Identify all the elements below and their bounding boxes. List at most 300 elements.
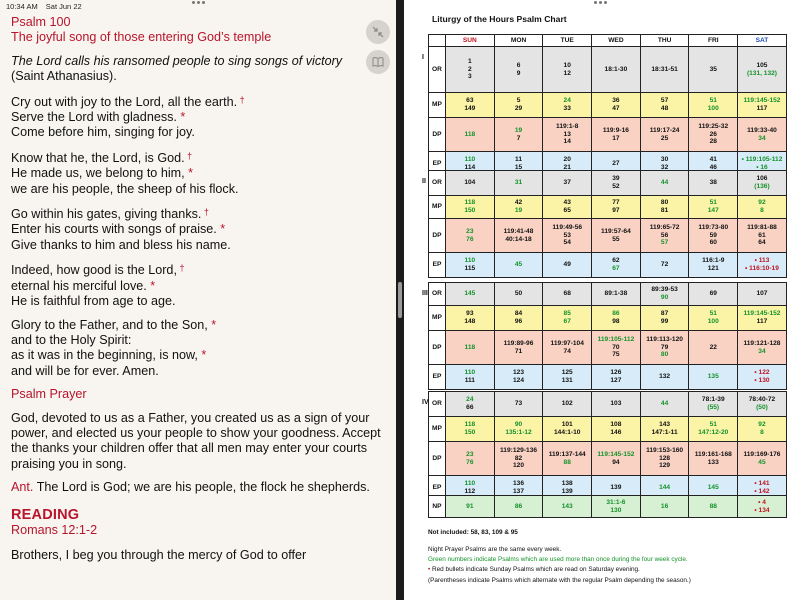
verse-text: Know that he, the Lord, is God. <box>11 150 185 165</box>
psalm-cell <box>494 331 543 365</box>
psalm-cell <box>592 253 641 278</box>
psalm-ref: • 119:105-112 <box>741 156 783 164</box>
psalm-ref: 96 <box>514 318 523 325</box>
psalm-cell <box>543 392 592 417</box>
psalm-ref: 76 <box>466 235 474 243</box>
psalm-cell <box>494 118 543 152</box>
psalm-ref: 19 <box>514 126 523 134</box>
verse-line <box>11 279 391 294</box>
stanza <box>11 149 391 197</box>
psalm-ref: 93 <box>466 310 474 318</box>
psalm-cell <box>494 253 543 278</box>
psalm-ref: 80 <box>660 199 669 207</box>
psalm-ref: 56 <box>660 231 669 239</box>
psalm-ref: 21 <box>563 164 571 171</box>
verse-line <box>11 182 391 197</box>
psalm-cell <box>640 496 689 518</box>
psalm-ref: 147 <box>707 207 719 214</box>
hour-label: EP <box>429 476 446 501</box>
psalm-ref: 15 <box>514 164 523 171</box>
psalm-ref: 119:25-32 <box>698 122 729 130</box>
psalm-ref: 118 <box>464 130 476 138</box>
verse-text: eternal his merciful love. <box>11 278 147 293</box>
night-prayer-table <box>428 495 787 518</box>
psalm-ref: (55) <box>707 404 720 411</box>
psalm-cell <box>543 331 592 365</box>
psalm-ref: 79 <box>660 343 669 351</box>
psalm-ref: 121 <box>707 265 719 272</box>
stanza <box>11 205 391 253</box>
psalm-ref: 119:81-88 <box>747 223 777 231</box>
hour-label: MP <box>429 417 446 442</box>
antiphon-label: Ant. <box>11 480 34 495</box>
hour-label: EP <box>429 152 446 177</box>
day-header: SUN <box>446 35 495 47</box>
stanza <box>11 261 391 309</box>
psalm-ref: • 141 <box>754 480 770 488</box>
psalm-cell <box>640 47 689 93</box>
verse-line <box>11 149 391 166</box>
psalm-ref: 51 <box>709 97 717 105</box>
psalm-ref: 100 <box>707 318 719 325</box>
psalm-cell <box>543 171 592 196</box>
legend-notes <box>428 545 691 586</box>
psalm-ref: 88 <box>709 502 717 510</box>
psalm-ref: • 4 <box>758 498 766 506</box>
psalm-ref: 117 <box>756 105 768 112</box>
day-header: FRI <box>689 35 738 47</box>
psalm-ref: 80 <box>660 351 669 359</box>
psalm-ref: 110 <box>464 369 476 377</box>
psalm-ref: 44 <box>660 400 669 408</box>
hour-row-dp <box>429 118 787 152</box>
psalm-title: Psalm 100 <box>11 15 71 29</box>
stanza <box>11 318 391 380</box>
hour-row-mp <box>429 196 787 219</box>
psalm-ref: 48 <box>660 105 669 112</box>
psalm-ref: 53 <box>563 231 571 239</box>
verse-line <box>11 261 391 278</box>
psalm-ref: 40:14-18 <box>505 235 532 243</box>
psalm-ref: 2 <box>468 65 472 73</box>
legend-note: (Parentheses indicate Psalms which alternate with the regular Psalm depending the season.) <box>428 576 691 584</box>
psalm-ref: 45 <box>758 458 766 466</box>
psalm-cell <box>446 118 495 152</box>
psalm-ref: 94 <box>612 458 620 466</box>
psalm-ref: 130 <box>610 506 622 514</box>
multitask-dots-right[interactable] <box>590 1 610 7</box>
psalm-ref: 98 <box>612 318 620 325</box>
hour-row-or <box>429 283 787 306</box>
psalm-ref: 24 <box>563 97 571 105</box>
psalm-stanzas <box>11 93 391 380</box>
hour-row-mp <box>429 417 787 442</box>
psalm-ref: 71 <box>514 347 523 355</box>
psalm-ref: 61 <box>758 231 766 239</box>
psalm-cell <box>689 306 738 331</box>
week-label: II <box>422 178 426 185</box>
right-pane <box>404 0 800 600</box>
psalm-ref: 119:153-160 <box>646 446 684 454</box>
psalm-cell <box>543 47 592 93</box>
psalm-ref: 116:1-9 <box>702 257 725 265</box>
reading-reference: Romans 12:1-2 <box>11 522 98 537</box>
psalm-ref: 49 <box>563 261 571 269</box>
psalm-cell <box>640 365 689 390</box>
psalm-cell <box>543 118 592 152</box>
verse-mark: * <box>197 348 207 363</box>
psalm-ref: 78:40-72 <box>748 396 776 404</box>
psalm-cell <box>640 392 689 417</box>
psalm-ref: 119:145-152 <box>743 310 781 318</box>
verse-text: Glory to the Father, and to the Son, <box>11 317 208 332</box>
hour-row-or <box>429 47 787 93</box>
psalm-ref: 31:1-6 <box>606 498 626 506</box>
psalm-cell <box>738 47 787 93</box>
psalm-ref: 22 <box>709 343 717 351</box>
psalm-ref: 119:145-152 <box>597 450 635 458</box>
psalm-cell <box>738 118 787 152</box>
psalm-ref: 125 <box>561 369 573 377</box>
psalm-cell <box>592 93 641 118</box>
psalm-cell <box>543 417 592 442</box>
psalm-ref: 86 <box>514 502 523 510</box>
hour-row-ep <box>429 365 787 390</box>
verse-line <box>11 238 391 253</box>
psalm-cell <box>543 283 592 306</box>
split-view-handle[interactable] <box>398 282 402 318</box>
verse-text: He made us, we belong to him, <box>11 166 185 181</box>
psalm-cell <box>592 392 641 417</box>
psalm-ref: 67 <box>563 318 571 325</box>
psalm-ref: 92 <box>758 421 766 429</box>
psalm-ref: 112 <box>464 488 476 495</box>
psalm-ref: 147:12-20 <box>698 429 729 436</box>
psalm-ref: 38 <box>709 179 717 187</box>
psalm-ref: 81 <box>660 207 669 214</box>
psalm-ref: 137 <box>513 488 525 495</box>
psalm-cell <box>446 496 495 518</box>
psalm-ref: 12 <box>563 69 571 77</box>
verse-mark: * <box>176 110 186 125</box>
psalm-cell <box>738 496 787 518</box>
psalm-ref: 47 <box>612 105 620 112</box>
psalm-ref: • 16 <box>756 164 768 171</box>
psalm-ref: 69 <box>709 290 717 298</box>
psalm-cell <box>640 171 689 196</box>
psalm-cell <box>689 219 738 253</box>
psalm-ref: 106 <box>756 175 768 183</box>
verse-mark: * <box>146 278 156 293</box>
psalm-ref: 119:17-24 <box>649 126 680 134</box>
psalm-cell <box>543 219 592 253</box>
psalm-ref: 104 <box>464 179 476 187</box>
psalm-ref: 51 <box>709 199 717 207</box>
psalm-ref: 26 <box>709 130 717 138</box>
psalm-ref: 135:1-12 <box>505 429 532 436</box>
verse-mark: † <box>201 207 209 218</box>
psalm-ref: 102 <box>561 400 573 408</box>
psalm-cell <box>689 171 738 196</box>
psalm-ref: 119:161-168 <box>694 450 732 458</box>
psalm-ref: 66 <box>466 404 474 411</box>
psalm-ref: 126 <box>610 369 622 377</box>
hour-label: DP <box>429 442 446 476</box>
psalm-cell <box>446 196 495 219</box>
psalm-ref: 150 <box>464 429 476 436</box>
psalm-ref: 119:9-16 <box>602 126 629 134</box>
psalm-ref: 34 <box>758 347 766 355</box>
psalm-cell <box>640 93 689 118</box>
psalm-cell <box>592 442 641 476</box>
psalm-cell <box>494 196 543 219</box>
hour-label: OR <box>429 283 446 306</box>
psalm-ref: 118 <box>464 343 476 351</box>
psalm-ref: 50 <box>514 290 523 298</box>
psalm-cell <box>738 417 787 442</box>
psalm-ref: 20 <box>563 156 571 164</box>
psalm-cell <box>689 118 738 152</box>
psalm-ref: (131, 132) <box>746 69 777 77</box>
psalm-ref: 43 <box>563 199 571 207</box>
psalm-ref: 111 <box>464 377 475 384</box>
day-header: TUE <box>543 35 592 47</box>
psalm-ref: 132 <box>659 373 671 381</box>
psalm-ref: 100 <box>707 105 719 112</box>
not-included-note: Not included: 58, 83, 109 & 95 <box>428 529 518 536</box>
verse-line <box>11 93 391 110</box>
psalm-ref: 110 <box>464 257 476 265</box>
psalm-cell <box>592 331 641 365</box>
day-header: SAT <box>738 35 787 47</box>
psalm-ref: 1 <box>468 57 472 65</box>
week-table <box>428 170 787 278</box>
psalm-ref: 78:1-39 <box>701 396 725 404</box>
psalm-ref: 119:113-120 <box>646 335 683 343</box>
hour-label: MP <box>429 196 446 219</box>
psalm-ref: 44 <box>660 179 669 187</box>
verse-text: we are his people, the sheep of his flock. <box>11 181 239 196</box>
psalm-ref: 51 <box>709 310 717 318</box>
psalm-ref: 128 <box>659 454 671 462</box>
prayer-heading: Psalm Prayer <box>11 387 87 402</box>
verse-mark: * <box>207 317 217 332</box>
psalm-ref: 52 <box>612 183 620 190</box>
hour-row-dp <box>429 331 787 365</box>
psalm-ref: 119:105-112 <box>597 335 635 343</box>
psalm-ref: • 130 <box>754 377 770 384</box>
psalm-cell <box>494 219 543 253</box>
psalm-ref: 63 <box>466 97 474 105</box>
psalm-ref: 139 <box>561 488 573 495</box>
psalm-ref: 67 <box>612 265 620 272</box>
psalm-cell <box>640 196 689 219</box>
verse-line <box>11 222 391 237</box>
psalm-ref: 148 <box>464 318 476 325</box>
psalm-ref: 37 <box>563 179 571 187</box>
psalm-cell <box>543 253 592 278</box>
hour-row-dp <box>429 219 787 253</box>
psalm-ref: 64 <box>758 239 766 247</box>
psalm-cell <box>738 306 787 331</box>
psalm-ref: 146 <box>610 429 622 436</box>
psalm-cell <box>446 306 495 331</box>
hour-label: EP <box>429 365 446 390</box>
psalm-ref: 34 <box>758 134 766 142</box>
reading-text: Brothers, I beg you through the mercy of God to offer <box>11 548 307 563</box>
psalm-cell <box>592 47 641 93</box>
psalm-ref: 59 <box>709 231 717 239</box>
psalm-cell <box>592 171 641 196</box>
psalm-ref: 89:39-53 <box>651 286 678 294</box>
psalm-ref: 23 <box>466 450 474 458</box>
split-view-divider[interactable] <box>396 0 404 600</box>
psalm-ref: 117 <box>756 318 768 325</box>
psalm-cell <box>640 219 689 253</box>
psalm-ref: 17 <box>612 134 620 142</box>
week-label: III <box>422 290 428 297</box>
hour-row-mp <box>429 93 787 118</box>
hour-label: MP <box>429 93 446 118</box>
psalm-ref: 119:121-128 <box>743 339 781 347</box>
psalm-ref: 62 <box>612 257 620 265</box>
verse-text: Give thanks to him and bless his name. <box>11 237 231 252</box>
psalm-ref: 25 <box>660 134 669 142</box>
psalm-ref: 86 <box>612 310 620 318</box>
psalm-ref: 139 <box>610 484 622 492</box>
psalm-cell <box>446 171 495 196</box>
psalm-ref: 70 <box>612 343 620 351</box>
psalm-ref: 110 <box>464 156 476 164</box>
psalm-ref: 105 <box>756 61 768 69</box>
psalm-cell <box>689 331 738 365</box>
psalm-ref: 41 <box>709 156 717 164</box>
psalm-ref: 144 <box>659 484 671 492</box>
psalm-ref: 97 <box>612 207 620 214</box>
chart-title: Liturgy of the Hours Psalm Chart <box>432 14 567 24</box>
psalm-ref: (136) <box>754 183 770 190</box>
psalm-cell <box>689 47 738 93</box>
psalm-cell <box>738 442 787 476</box>
psalm-cell <box>494 392 543 417</box>
psalm-cell <box>446 253 495 278</box>
verse-text: Indeed, how good is the Lord, <box>11 263 177 278</box>
hour-label: OR <box>429 392 446 417</box>
psalm-ref: 13 <box>563 130 571 138</box>
hour-label: OR <box>429 47 446 93</box>
verse-line <box>11 294 391 309</box>
psalm-ref: 46 <box>709 164 717 171</box>
multitask-dots-left[interactable] <box>188 1 208 7</box>
psalm-ref: 31 <box>514 179 523 187</box>
psalm-cell <box>543 306 592 331</box>
hour-row-or <box>429 171 787 196</box>
psalm-cell <box>738 196 787 219</box>
psalm-ref: 35 <box>709 65 717 73</box>
psalm-ref: • 113 <box>754 257 770 265</box>
psalm-ref: 18:1-30 <box>604 65 628 73</box>
psalm-ref: 36 <box>612 97 620 105</box>
psalm-ref: 103 <box>610 400 622 408</box>
status-time: 10:34 AM <box>6 2 38 11</box>
psalm-ref: 123 <box>513 369 525 377</box>
psalm-cell <box>446 47 495 93</box>
psalm-cell <box>689 365 738 390</box>
psalm-ref: 99 <box>660 318 669 325</box>
psalm-ref: 32 <box>660 164 669 171</box>
psalm-ref: 133 <box>707 458 719 466</box>
psalm-ref: 51 <box>709 421 717 429</box>
psalm-cell <box>543 496 592 518</box>
hour-row-ep <box>429 253 787 278</box>
psalm-cell <box>738 365 787 390</box>
psalm-cell <box>494 47 543 93</box>
psalm-cell <box>689 392 738 417</box>
psalm-ref: 68 <box>563 290 571 298</box>
psalm-ref: 118 <box>464 199 476 207</box>
psalm-ref: 110 <box>464 480 476 488</box>
verse-mark: * <box>216 222 226 237</box>
psalm-ref: 23 <box>466 227 474 235</box>
psalm-cell <box>689 283 738 306</box>
psalm-ref: 33 <box>563 105 571 112</box>
psalm-ref: 143 <box>659 421 671 429</box>
psalm-ref: 127 <box>610 377 622 384</box>
hour-row-or <box>429 392 787 417</box>
hour-label: MP <box>429 306 446 331</box>
day-header: MON <box>494 35 543 47</box>
psalm-cell <box>494 306 543 331</box>
psalm-cell <box>446 392 495 417</box>
psalm-cell <box>446 442 495 476</box>
psalm-ref: 88 <box>563 458 571 466</box>
psalm-ref: • 142 <box>754 488 770 495</box>
psalm-cell <box>689 442 738 476</box>
verse-line <box>11 348 391 363</box>
psalm-cell <box>640 306 689 331</box>
verse-mark: † <box>176 263 185 274</box>
psalm-ref: 10 <box>563 61 571 69</box>
psalm-ref: 114 <box>464 164 476 171</box>
psalm-cell <box>592 365 641 390</box>
psalm-ref: 145 <box>464 290 476 298</box>
hour-label: DP <box>429 219 446 253</box>
legend-note: Green numbers indicate Psalms which are used more than once during the four week cycle. <box>428 556 688 564</box>
psalm-cell <box>543 93 592 118</box>
hour-row-np <box>429 496 787 518</box>
psalm-cell <box>689 417 738 442</box>
psalm-ref: 30 <box>660 156 669 164</box>
psalm-ref: 119:1-8 <box>556 122 579 130</box>
psalm-ref: • 116:10-19 <box>745 265 779 272</box>
psalm-cell <box>446 219 495 253</box>
psalm-cell <box>640 118 689 152</box>
day-header-row <box>429 35 787 47</box>
psalm-cell <box>738 331 787 365</box>
psalm-cell <box>494 283 543 306</box>
psalm-ref: 138 <box>561 480 573 488</box>
psalm-ref: 119:137-144 <box>548 450 586 458</box>
psalm-cell <box>738 93 787 118</box>
day-header: THU <box>640 35 689 47</box>
psalm-ref: 75 <box>612 351 620 359</box>
psalm-cell <box>494 93 543 118</box>
week-table <box>428 34 787 177</box>
psalm-cell <box>494 417 543 442</box>
psalm-cell <box>592 496 641 518</box>
verse-text: Cry out with joy to the Lord, all the earth. <box>11 94 238 109</box>
psalm-cell <box>494 442 543 476</box>
